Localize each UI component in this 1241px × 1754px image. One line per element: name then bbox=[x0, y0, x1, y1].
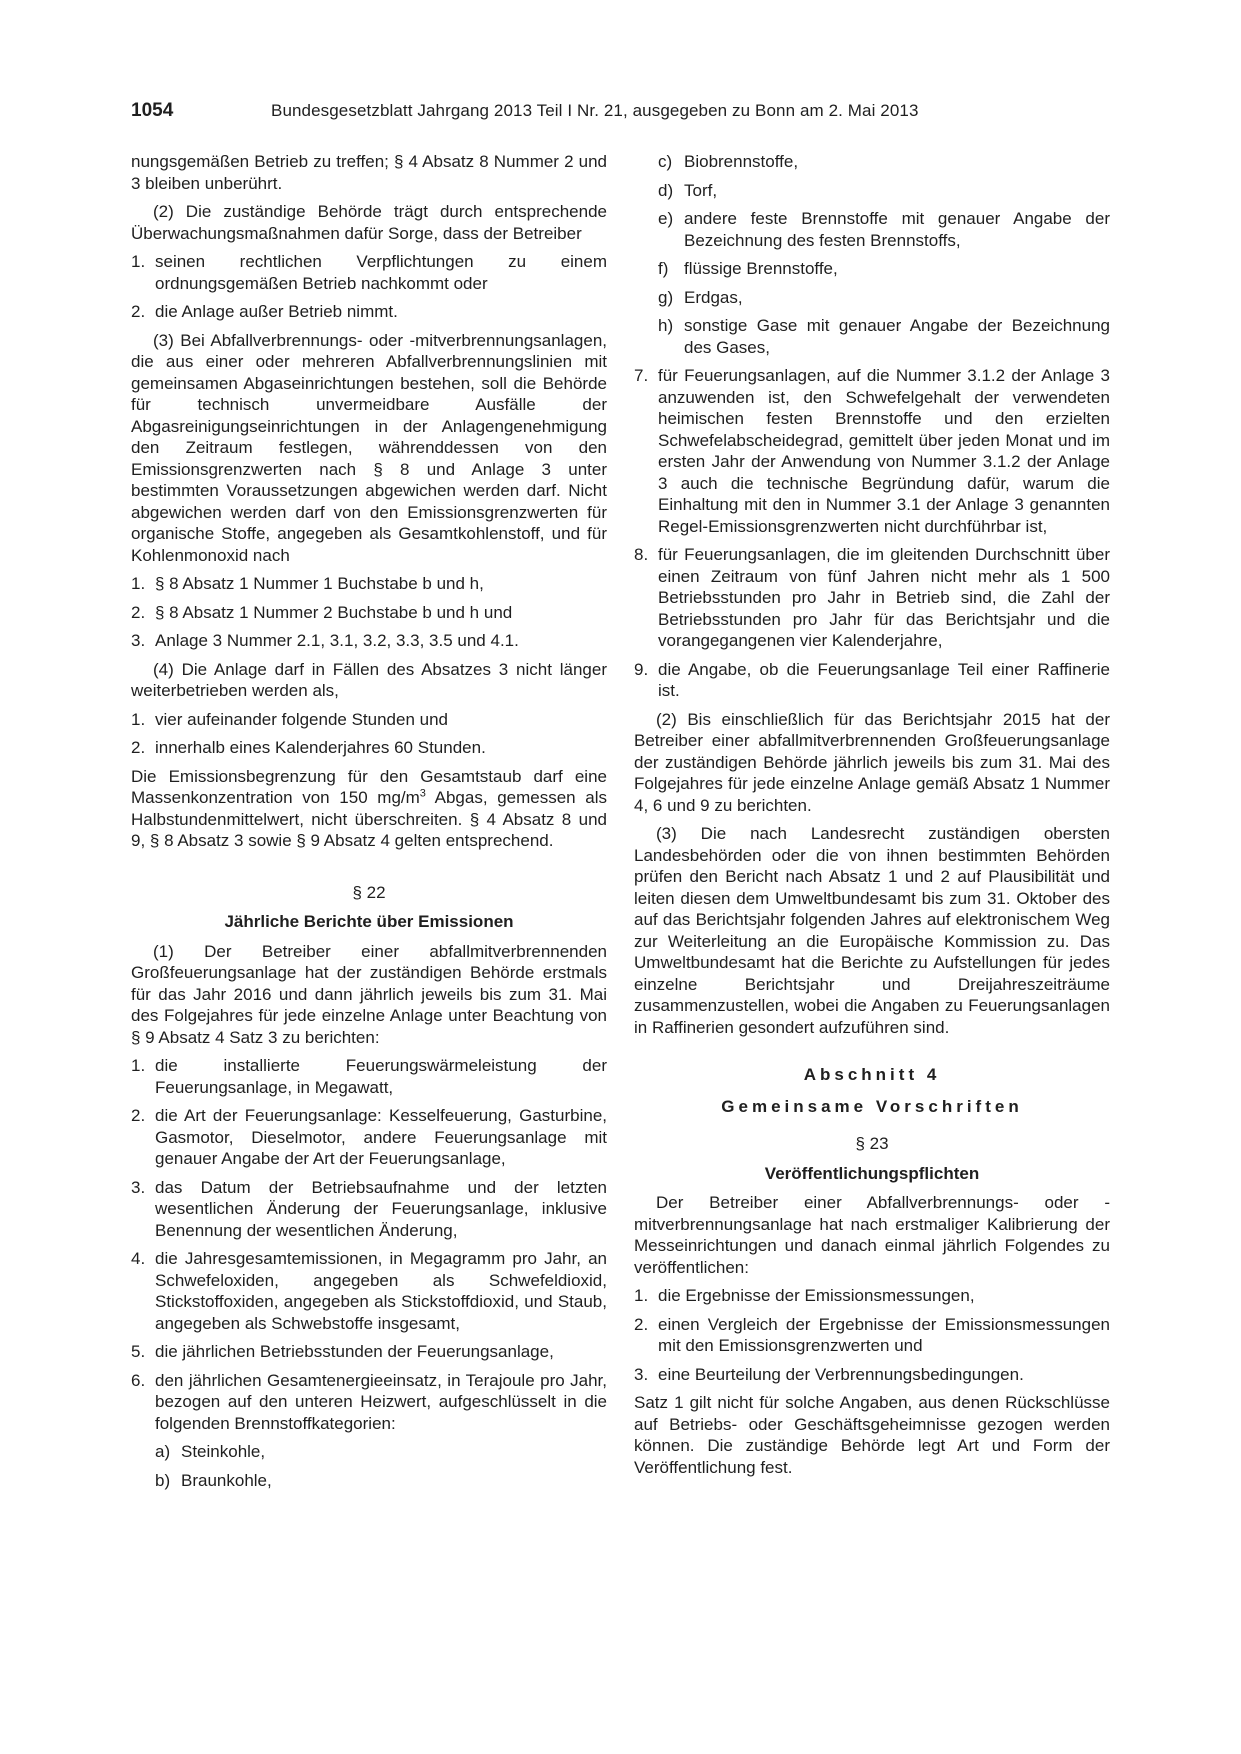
list-item: 8. für Feuerungsanlagen, die im gleitenden Durchschnitt über einen Zeitraum von fünf Jahren nicht mehr als 1 500 Betriebsstunden pro Jahr in Betrieb sind, die Zahl der Betriebsstunden pro Jahr für das Berichtsjahr und die vorangegangenen vier Kalenderjahre, bbox=[634, 545, 1110, 650]
list-item: 3. das Datum der Betriebsaufnahme und der letzten wesentlichen Änderung der Feuerungsanlage, inklusive Benennung der wesentlichen Änderung, bbox=[131, 1177, 607, 1240]
paragraph-2: (2) Die zuständige Behörde trägt durch entsprechende Überwachungsmaßnahmen dafür Sorge, dass der Betreiber bbox=[131, 202, 607, 243]
sub-list-item: f) flüssige Brennstoffe, bbox=[658, 259, 838, 278]
list-item: 1. die Ergebnisse der Emissionsmessungen, bbox=[634, 1286, 975, 1305]
chapter-title: Gemeinsame Vorschriften bbox=[721, 1096, 1023, 1116]
list-item: 2. die Anlage außer Betrieb nimmt. bbox=[131, 302, 398, 321]
section-22-paragraph-1: (1) Der Betreiber einer abfallmitverbrennenden Großfeuerungsanlage hat der zuständigen Behörde erstmals für das Jahr 2016 und dann jährlich jeweils bis zum 31. Mai des Folgejahres für jede einzelne Anlage unter Beachtung von § 9 Absatz 4 Satz 3 zu berichten: bbox=[131, 941, 607, 1047]
list-item: 2. die Art der Feuerungsanlage: Kesselfeuerung, Gasturbine, Gasmotor, Dieselmotor, andere Feuerungsanlage mit genauer Angabe der Art der Feuerungsanlage, bbox=[131, 1106, 607, 1168]
list-item: 9. die Angabe, ob die Feuerungsanlage Teil einer Raffinerie ist. bbox=[634, 659, 1110, 700]
sub-list-item: c) Biobrennstoffe, bbox=[658, 152, 799, 171]
section-23-sign: § 23 bbox=[855, 1134, 889, 1153]
list-item: 7. für Feuerungsanlagen, auf die Nummer 3.1.2 der Anlage 3 anzuwenden ist, den Schwefelgehalt der verwendeten heimischen festen Brennstoffe und den erzielten Schwefelabscheidegrad, gemittelt über jeden Monat und im ersten Jahr der Anwendung von Nummer 3.1.2 der Anlage 3 auch die technische Begründung dafür, warum die Einhaltung mit den in Nummer 3.1 der Anlage 3 genannten Regel-Emissionsgrenzwerten nicht durchführbar ist, bbox=[634, 366, 1110, 536]
list-item: 3. eine Beurteilung der Verbrennungsbedingungen. bbox=[634, 1364, 1024, 1384]
left-column bbox=[131, 151, 607, 1498]
paragraph-5: Die Emissionsbegrenzung für den Gesamtstaub darf eine Massenkonzentration von 150 $mg/m^3$ Abgas, gemessen als Halbstundenmittelwert, nicht überschreiten. § 4 Absatz 8 und 9, § 8 Absatz 3 sowie § 9 Absatz 4 gelten entsprechend. bbox=[131, 766, 607, 850]
list-item: 3. Anlage 3 Nummer 2.1, 3.1, 3.2, 3.3, 3.5 und 4.1. bbox=[131, 631, 519, 650]
paragraph-continuation: nungsgemäßen Betrieb zu treffen; § 4 Absatz 8 Nummer 2 und 3 bleiben unberührt. bbox=[131, 152, 607, 193]
list-item: 1. vier aufeinander folgende Stunden und bbox=[131, 709, 449, 729]
list-item: 1. seinen rechtlichen Verpflichtungen zu einem ordnungsgemäßen Betrieb nachkommt oder bbox=[131, 252, 607, 293]
sub-list-item: h) sonstige Gase mit genauer Angabe der Bezeichnung des Gases, bbox=[658, 316, 1110, 357]
section-22-title: Jährliche Berichte über Emissionen bbox=[224, 912, 514, 931]
section-23-paragraph-2: Satz 1 gilt nicht für solche Angaben, aus denen Rückschlüsse auf Betriebs- oder Geschäftsgeheimnisse gezogen werden können. Die zuständige Behörde legt Art und Form der Veröffentlichung fest. bbox=[634, 1393, 1110, 1477]
section-22-paragraph-3: (3) Die nach Landesrecht zuständigen obersten Landesbehörden oder die von ihnen bestimmten Behörden prüfen den Bericht nach Absatz 1 und 2 auf Plausibilität und leiten diesen dem Umweltbundesamt bis zum 31. Oktober des auf das Berichtsjahr folgenden Jahres auf elektronischem Weg zur Weiterleitung an die Europäische Kommission zu. Das Umweltbundesamt hat die Berichte zu Aufstellungen für jedes einzelne Berichtsjahr und Dreijahreszeiträume zusammenzustellen, wobei die Angaben zu Feuerungsanlagen in Raffinerien gesondert aufzuführen sind. bbox=[634, 824, 1110, 1037]
sub-list-item: a) Steinkohle, bbox=[155, 1442, 266, 1461]
section-22-sign: § 22 bbox=[352, 882, 386, 902]
page-number: 1054 bbox=[131, 100, 174, 121]
sub-list-item: e) andere feste Brennstoffe mit genauer Angabe der Bezeichnung des festen Brennstoffs, bbox=[658, 209, 1110, 250]
page-header bbox=[131, 100, 1110, 126]
list-item: 4. die Jahresgesamtemissionen, in Megagramm pro Jahr, an Schwefeloxiden, angegeben als Schwefeldioxid, Stickstoffoxiden, angegeben als Stickstoffdioxid, und Staub, angegeben als Schwebstoffe insgesamt, bbox=[131, 1249, 607, 1333]
chapter-heading: Abschnitt 4 bbox=[803, 1065, 941, 1084]
list-item: 2. einen Vergleich der Ergebnisse der Emissionsmessungen mit den Emissionsgrenzwerten und bbox=[634, 1314, 1110, 1355]
right-column bbox=[634, 151, 1110, 1485]
list-item: 1. § 8 Absatz 1 Nummer 1 Buchstabe b und h, bbox=[131, 574, 484, 593]
section-23-title: Veröffentlichungspflichten bbox=[764, 1163, 980, 1183]
section-23-paragraph-1: Der Betreiber einer Abfallverbrennungs- oder -mitverbrennungsanlage hat nach erstmaliger Kalibrierung der Messeinrichtungen und danach einmal jährlich Folgendes zu veröffentlichen: bbox=[634, 1193, 1110, 1277]
paragraph-4: (4) Die Anlage darf in Fällen des Absatzes 3 nicht länger weiterbetrieben werden als, bbox=[131, 659, 607, 700]
list-item: 2. innerhalb eines Kalenderjahres 60 Stunden. bbox=[131, 738, 486, 757]
list-item: 1. die installierte Feuerungswärmeleistung der Feuerungsanlage, in Megawatt, bbox=[131, 1056, 607, 1097]
list-item: 2. § 8 Absatz 1 Nummer 2 Buchstabe b und h und bbox=[131, 602, 513, 622]
sub-list-item: g) Erdgas, bbox=[658, 287, 743, 307]
sub-list-item: d) Torf, bbox=[658, 180, 718, 200]
list-item: 6. den jährlichen Gesamtenergieeinsatz, in Terajoule pro Jahr, bezogen auf den unteren Heizwert, aufgeschlüsselt in die folgenden Brennstoffkategorien: bbox=[131, 1370, 607, 1433]
section-22-paragraph-2: (2) Bis einschließlich für das Berichtsjahr 2015 hat der Betreiber einer abfallmitverbrennenden Großfeuerungsanlage der zuständigen Behörde jährlich jeweils bis zum 31. Mai des Folgejahres für jede einzelne Anlage gemäß Absatz 1 Nummer 4, 6 und 9 zu berichten. bbox=[634, 709, 1110, 815]
running-head: Bundesgesetzblatt Jahrgang 2013 Teil I Nr. 21, ausgegeben zu Bonn am 2. Mai 2013 bbox=[271, 101, 919, 120]
list-item: 5. die jährlichen Betriebsstunden der Feuerungsanlage, bbox=[131, 1342, 554, 1361]
paragraph-3: (3) Bei Abfallverbrennungs- oder -mitverbrennungsanlagen, die aus einer oder mehreren Abfallverbrennungslinien mit gemeinsamen Abgaseinrichtungen bestehen, soll die Behörde für technisch unvermeidbare Ausfälle der Abgasreinigungseinrichtungen in der Anlagengenehmigung den Zeitraum festlegen, währenddessen von den Emissionsgrenzwerten nach § 8 und Anlage 3 unter bestimmten Voraussetzungen abgewichen werden darf. Nicht abgewichen werden darf von den Emissionsgrenzwerten für organische Stoffe, angegeben als Gesamtkohlenstoff, und für Kohlenmonoxid nach bbox=[131, 330, 607, 565]
sub-list-item: b) Braunkohle, bbox=[155, 1470, 272, 1490]
